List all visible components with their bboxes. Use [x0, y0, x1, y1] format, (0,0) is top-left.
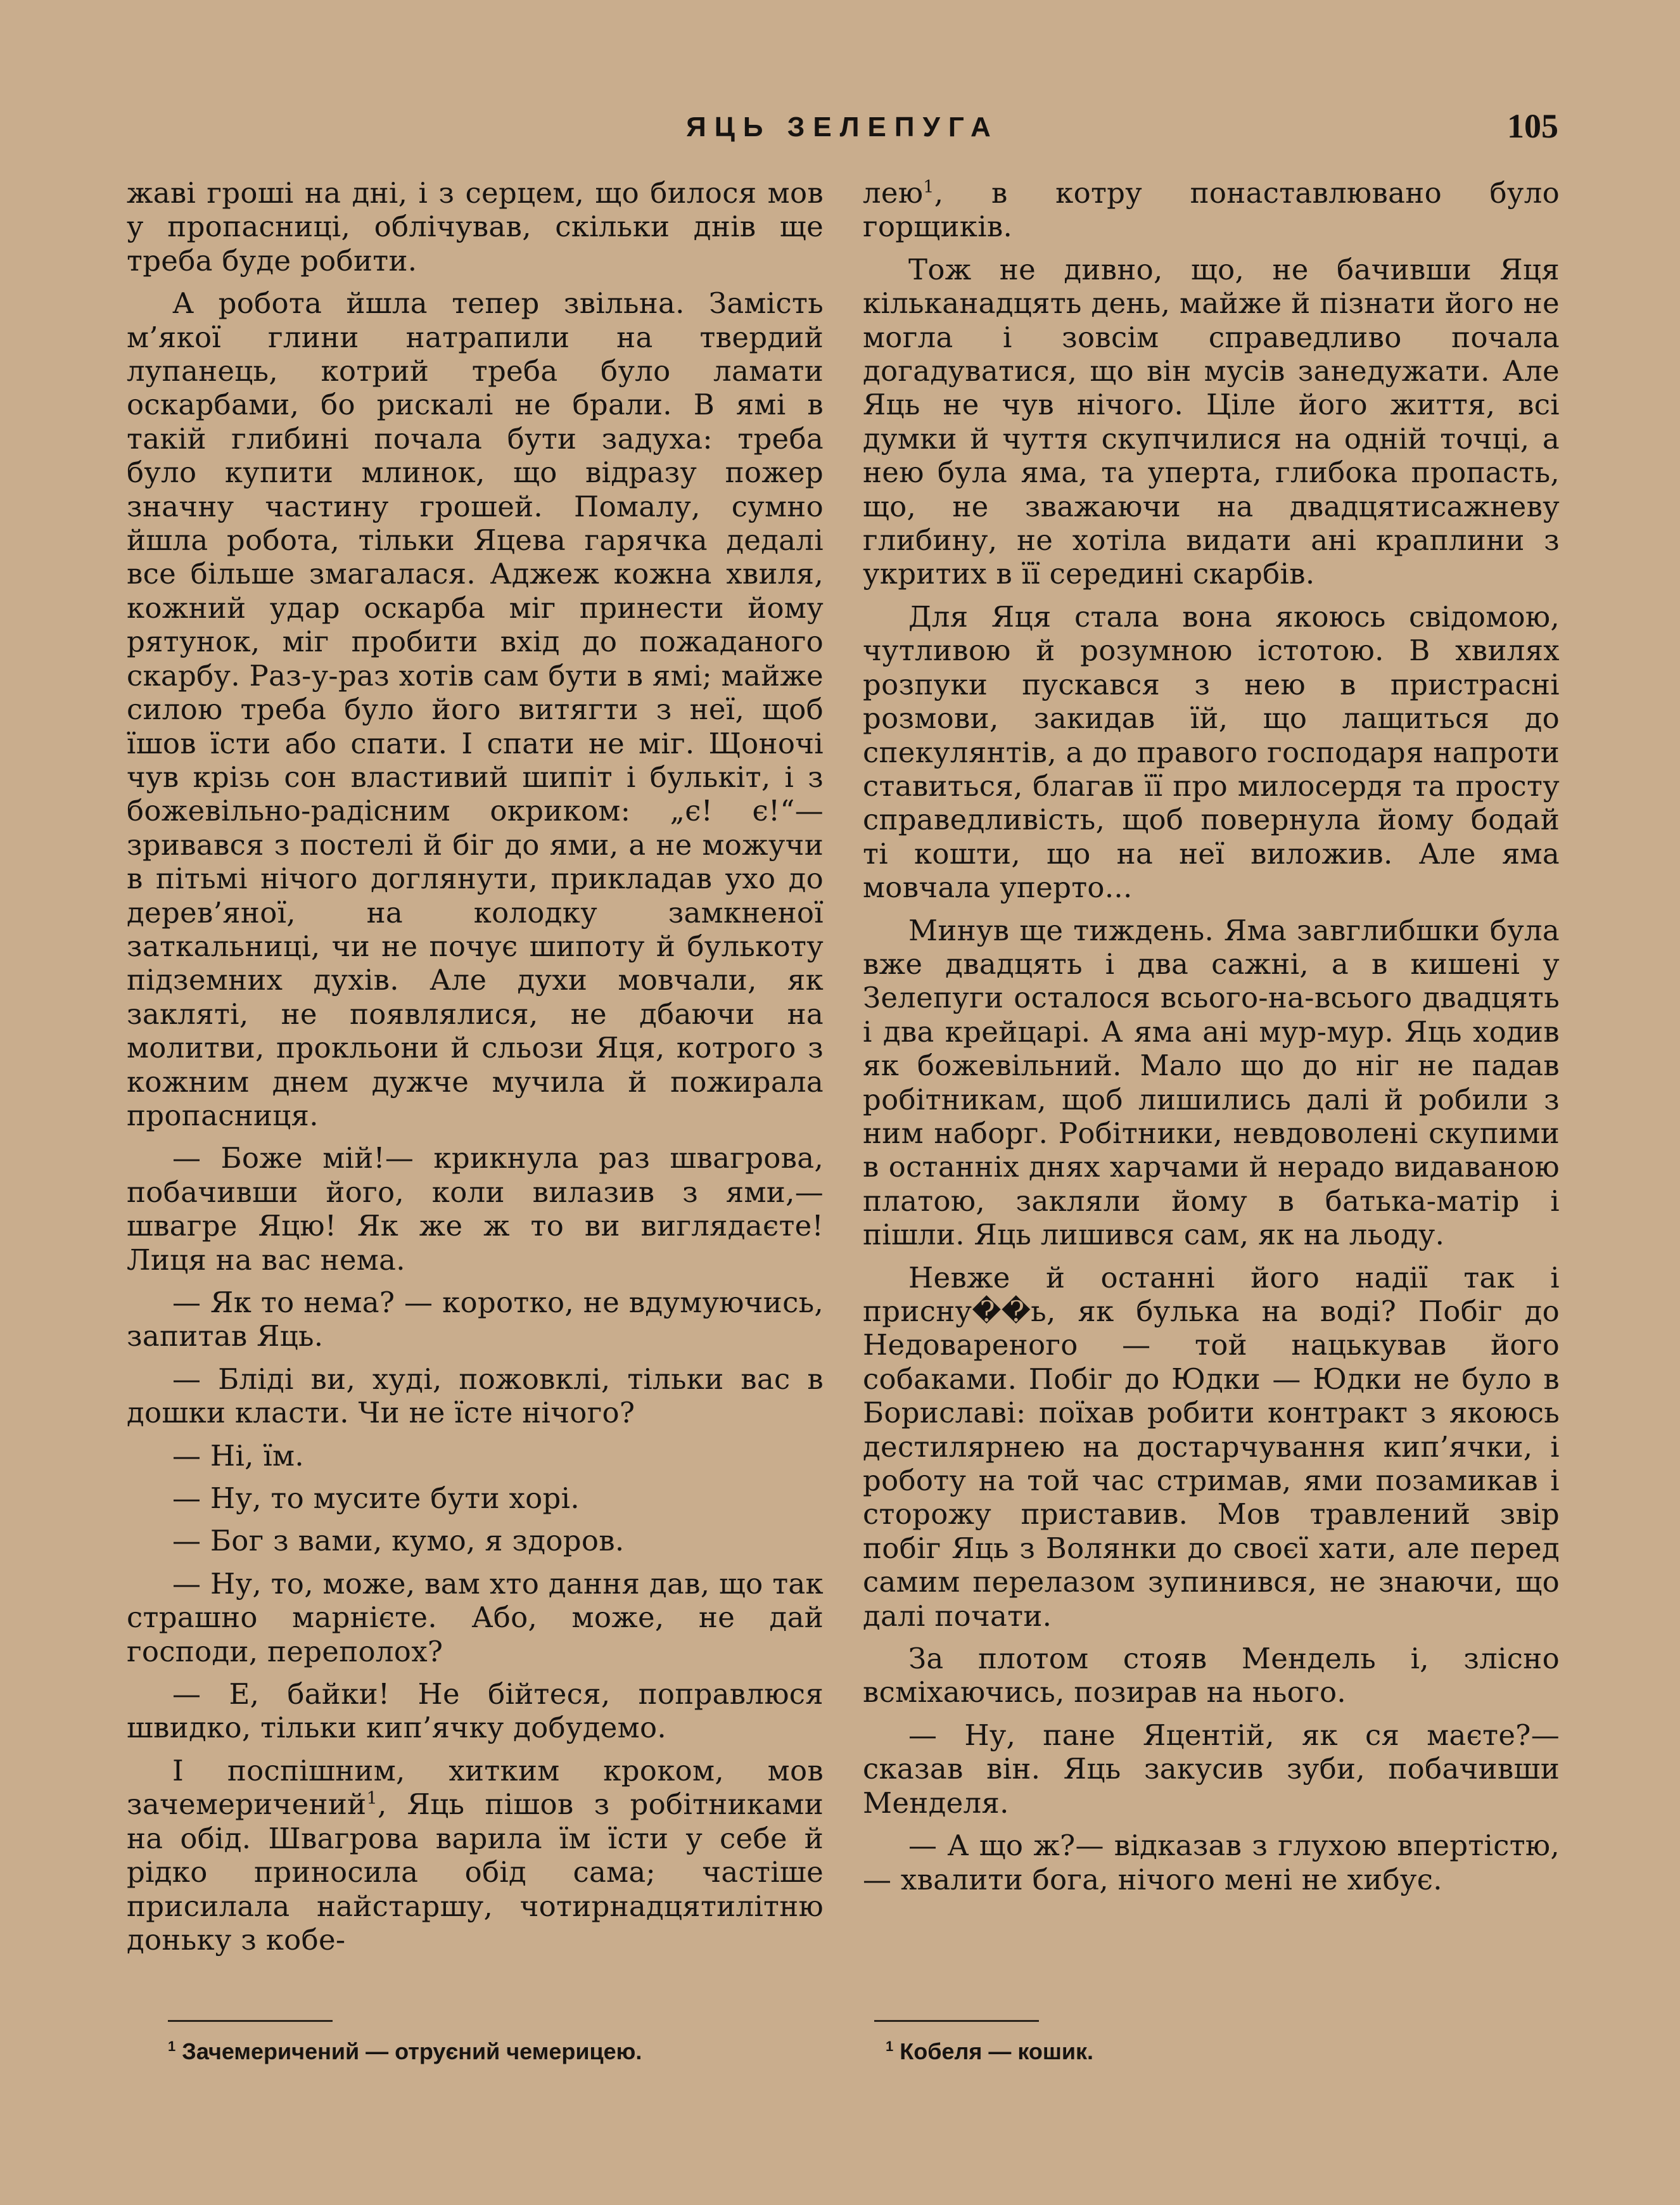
footnote-divider — [874, 2020, 1039, 2022]
paragraph: — Ну, то, може, вам хто дання дав, що так страшно марнієте. Або, може, не дай господи, переполох? — [127, 1566, 824, 1668]
footnote-marker: 1 — [366, 1789, 378, 1809]
paragraph: За плотом стояв Мендель і, злісно всміхаючись, позирав на нього. — [863, 1642, 1560, 1710]
paragraph: — Е, байки! Не бійтеся, поправлюся швидко, тільки кип’ячку добудемо. — [127, 1677, 824, 1745]
page-header — [127, 106, 1558, 151]
footnote — [886, 2033, 1093, 2066]
footnote-marker: 1 — [923, 177, 934, 197]
paragraph: — А що ж?— відказав з глухою впертістю,— хвалити бога, нічого мені не хибує. — [863, 1829, 1560, 1896]
paragraph: — Ну, то мусите бути хорі. — [172, 1481, 580, 1516]
page-number: 105 — [1507, 107, 1558, 145]
paragraph: — Як то нема? — коротко, не вдумуючись, запитав Яць. — [127, 1286, 824, 1353]
paragraph: — Бог з вами, кумо, я здоров. — [172, 1524, 625, 1558]
paragraph: Тож не дивно, що, не бачивши Яця кільканадцять день, майже й пізнати його не могла і зовсім справедливо почала догадуватися, що він мусів занедужати. Але Яць не чув нічого. Ціле його життя, всі думки й чуття скупчилися на одній точці, а нею була яма, та уперта, глибока пропасть, що, не зважаючи на двадцятисажневу глибину, не хотіла видати ані краплини з укритих в її середині скарбів. — [863, 252, 1560, 591]
paragraph: Невже й останні його надії так і присну��ь, як булька на воді? Побіг до Недовареного — той нацькував його собаками. Побіг до Юдки — Юдки не було в Бориславі: поїхав робити контракт з якоюсь дестилярнею на достарчування кип’ячки, і роботу на той час стримав, ями позамикав і сторожу приставив. Мов травлений звір побіг Яць з Волянки до своєї хати, але перед самим перелазом зупинився, не знаючи, що далі почати. — [863, 1260, 1560, 1633]
paragraph: жаві гроші на дні, і з серцем, що билося мов у пропасниці, облічував, скільки днів ще треба буде робити. — [127, 176, 824, 278]
paragraph-text: , Яць пішов з робітниками на обід. Швагрова варила їм їсти у себе й рідко приносила обід сама; частіше присилала найстаршу, чотирнадцятилітню доньку з кобе- — [127, 1787, 824, 1957]
paragraph-text: лею — [863, 176, 924, 210]
paragraph-text: , в котру понаставлювано було горщиків. — [863, 176, 1560, 244]
footnote-text: Зачемеричений — отруєний чемерицею. — [182, 2038, 642, 2064]
paragraph: Для Яця стала вона якоюсь свідомою, чутливою й розумною істотою. В хвилях розпуки пускався з нею в пристрасні розмови, закидав їй, що лащиться до спекулянтів, а до правого господаря напроти ставиться, благав її про милосердя та просту справедливість, щоб повернула йому бодай ті кошти, що на неї виложив. Але яма мовчала уперто... — [863, 599, 1560, 905]
paragraph: — Ну, пане Яцентій, як ся маєте?— сказав він. Яць закусив зуби, побачивши Менделя. — [863, 1718, 1560, 1820]
footnote-text: Кобеля — кошик. — [900, 2038, 1094, 2064]
footnote-number: 1 — [168, 2038, 176, 2054]
footnote-number: 1 — [886, 2038, 894, 2054]
footnote — [168, 2033, 642, 2066]
right-column — [863, 176, 1560, 1905]
paragraph: А робота йшла тепер звільна. Замість м’якої глини натрапили на твердий лупанець, котрий треба було ламати оскарбами, бо рискалі не брали. В ямі в такій глибині почала бути задуха: треба було купити млинок, що відразу пожер значну частину грошей. Помалу, сумно йшла робота, тільки Яцева гарячка дедалі все більше змагалася. Аджеж кожна хвиля, кожний удар оскарба міг принести йому рятунок, міг пробити вхід до пожаданого скарбу. Раз-у-раз хотів сам бути в ямі; майже силою треба було його витягти з неї, щоб їшов їсти або спати. І спати не міг. Щоночі чув крізь сон властивий шипіт і булькіт, і з божевільно-радісним окриком: „є! є!“—зривався з постелі й біг до ями, а не можучи в пітьмі нічого доглянути, прикладав ухо до дерев’яної, на колодку замкненої заткальниці, чи не почує шипоту й булькоту підземних духів. Але духи мовчали, як закляті, не появлялися, не дбаючи на молитви, прокльони й сльози Яця, котрого з кожним днем дужче мучила й пожирала пропасниця. — [127, 286, 824, 1132]
paragraph: Минув ще тиждень. Яма завглибшки була вже двадцять і два сажні, а в кишені у Зелепуги осталося всього-на-всього двадцять і два крейцарі. А яма ані мур-мур. Яць ходив як божевільний. Мало що до ніг не падав робітникам, щоб лишились далі й робили з ним наборг. Робітники, невдоволені скупими в останніх днях харчами й нерадо видаваною платою, закляли йому в батька-матір і пішли. Яць лишився сам, як на льоду. — [863, 913, 1560, 1252]
paragraph — [127, 1754, 824, 1957]
paragraph-text: І поспішним, хитким кроком, мов зачемеричений — [127, 1753, 824, 1822]
running-title: ЯЦЬ ЗЕЛЕПУГА — [686, 112, 999, 143]
footnote-divider — [168, 2020, 333, 2022]
paragraph — [863, 176, 1560, 244]
paragraph: — Бліді ви, худі, пожовклі, тільки вас в дошки класти. Чи не їсте нічого? — [127, 1362, 824, 1430]
paragraph: — Ні, їм. — [172, 1438, 304, 1473]
left-column — [127, 176, 824, 1965]
paragraph: — Боже мій!— крикнула раз швагрова, побачивши його, коли вилазив з ями,— швагре Яцю! Як же ж то ви виглядаєте! Лиця на вас нема. — [127, 1141, 824, 1277]
